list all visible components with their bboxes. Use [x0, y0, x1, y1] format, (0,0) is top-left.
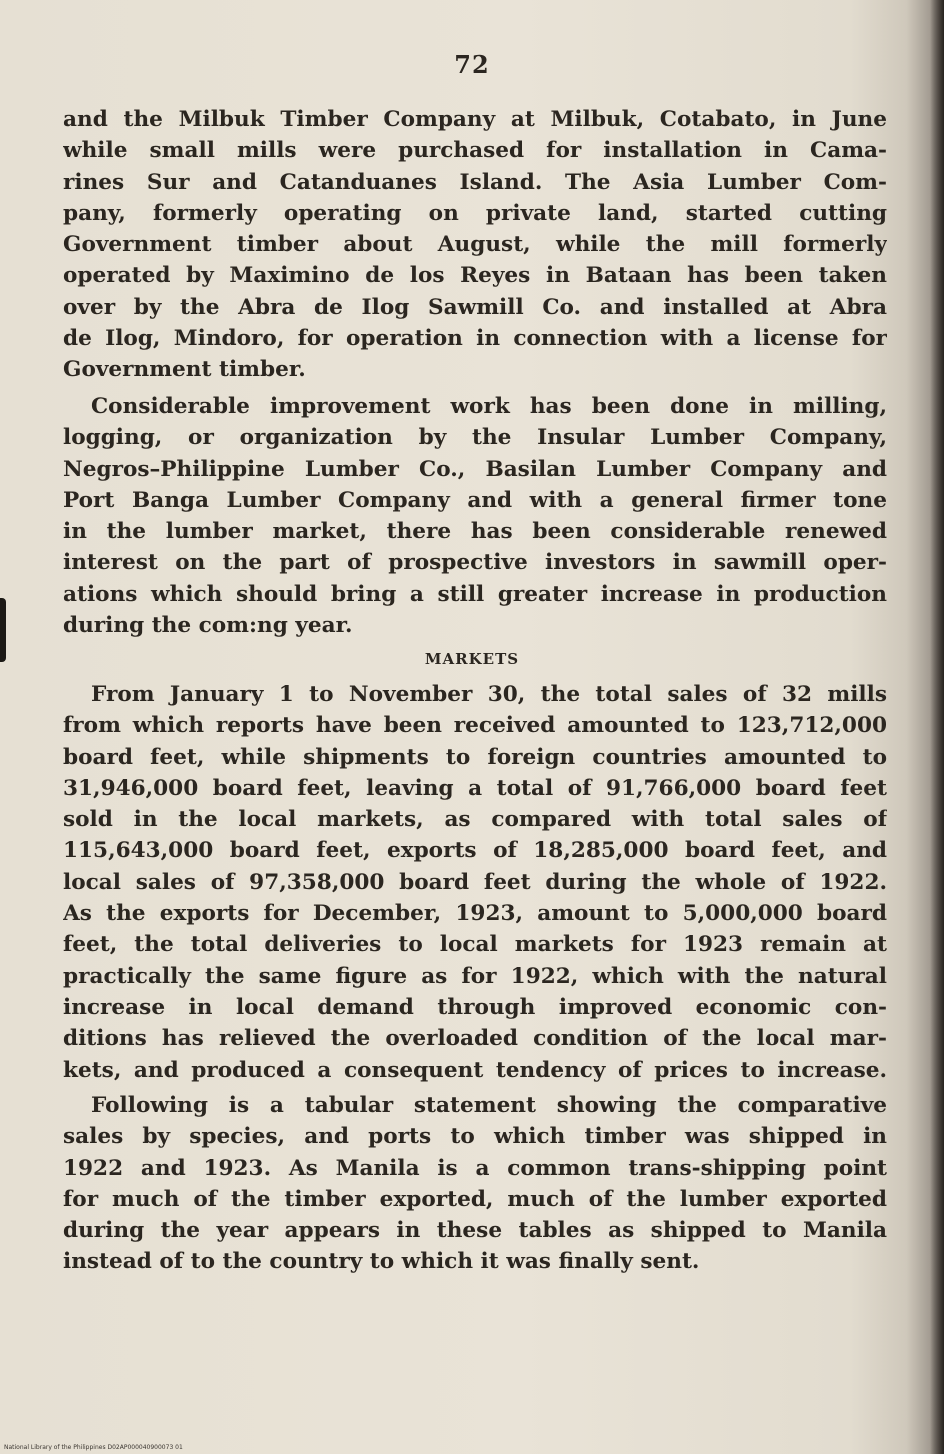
text-line: pany, formerly operating on private land, started cutting — [63, 200, 887, 226]
text-line: ations which should bring a still greater increase in production — [63, 581, 887, 607]
text-line: during the year appears in these tables as shipped to Manila — [63, 1218, 887, 1244]
text-line: ditions has relieved the overloaded condition of the local mar- — [63, 1026, 887, 1052]
text-line: de Ilog, Mindoro, for operation in connection with a license for — [63, 326, 887, 352]
text-line: Negros–Philippine Lumber Co., Basilan Lumber Company and — [63, 456, 887, 482]
text-line: Considerable improvement work has been done in milling, — [91, 394, 887, 419]
text-line: practically the same figure as for 1922, which with the natural — [63, 963, 887, 989]
text-line: As the exports for December, 1923, amount to 5,000,000 board — [63, 901, 887, 927]
page-binding-shadow — [930, 0, 944, 1454]
text-line: Port Banga Lumber Company and with a general firmer tone — [63, 487, 887, 513]
text-line: kets, and produced a consequent tendency of prices to increase. — [63, 1057, 887, 1083]
text-line: in the lumber market, there has been considerable renewed — [63, 519, 887, 545]
archive-footer: National Library of the Philippines D02AP000040900073 01 — [4, 1444, 183, 1451]
text-line: local sales of 97,358,000 board feet during the whole of 1922. — [63, 869, 887, 895]
text-line: instead of to the country to which it was finally sent. — [63, 1249, 700, 1275]
paragraph-4 — [63, 1090, 887, 1278]
paragraph-3 — [63, 679, 887, 1086]
text-line: increase in local demand through improved economic con- — [63, 994, 887, 1020]
text-line: while small mills were purchased for installation in Cama- — [63, 138, 887, 164]
text-line: board feet, while shipments to foreign countries amounted to — [63, 744, 887, 770]
text-line: from which reports have been received amounted to 123,712,000 — [63, 713, 887, 739]
text-line: Following is a tabular statement showing the comparative — [91, 1093, 887, 1118]
paragraph-2 — [63, 391, 887, 641]
text-line: logging, or organization by the Insular Lumber Company, — [63, 425, 887, 451]
text-line: Government timber. — [63, 357, 306, 383]
text-line: over by the Abra de Ilog Sawmill Co. and installed at Abra — [63, 294, 887, 320]
text-line: interest on the part of prospective investors in sawmill oper- — [63, 550, 887, 576]
text-line: for much of the timber exported, much of the lumber exported — [63, 1186, 887, 1212]
text-line: 115,643,000 board feet, exports of 18,285,000 board feet, and — [63, 838, 887, 864]
paragraph-1 — [63, 104, 887, 386]
text-line: during the com:ng year. — [63, 613, 353, 639]
text-line: sold in the local markets, as compared with total sales of — [63, 807, 887, 833]
text-line: feet, the total deliveries to local markets for 1923 remain at — [63, 932, 887, 958]
text-line: 31,946,000 board feet, leaving a total of 91,766,000 board feet — [63, 775, 887, 801]
text-line: and the Milbuk Timber Company at Milbuk, Cotabato, in June — [63, 107, 887, 132]
section-heading-markets: MARKETS — [424, 650, 520, 668]
text-line: sales by species, and ports to which timber was shipped in — [63, 1124, 887, 1150]
text-line: operated by Maximino de los Reyes in Bataan has been taken — [63, 263, 887, 289]
text-line: rines Sur and Catanduanes Island. The Asia Lumber Com- — [63, 169, 887, 195]
page-number: 72 — [454, 50, 490, 79]
text-line: 1922 and 1923. As Manila is a common trans-shipping point — [63, 1155, 887, 1181]
text-line: Government timber about August, while the mill formerly — [63, 232, 887, 258]
text-line: From January 1 to November 30, the total sales of 32 mills — [91, 682, 887, 707]
